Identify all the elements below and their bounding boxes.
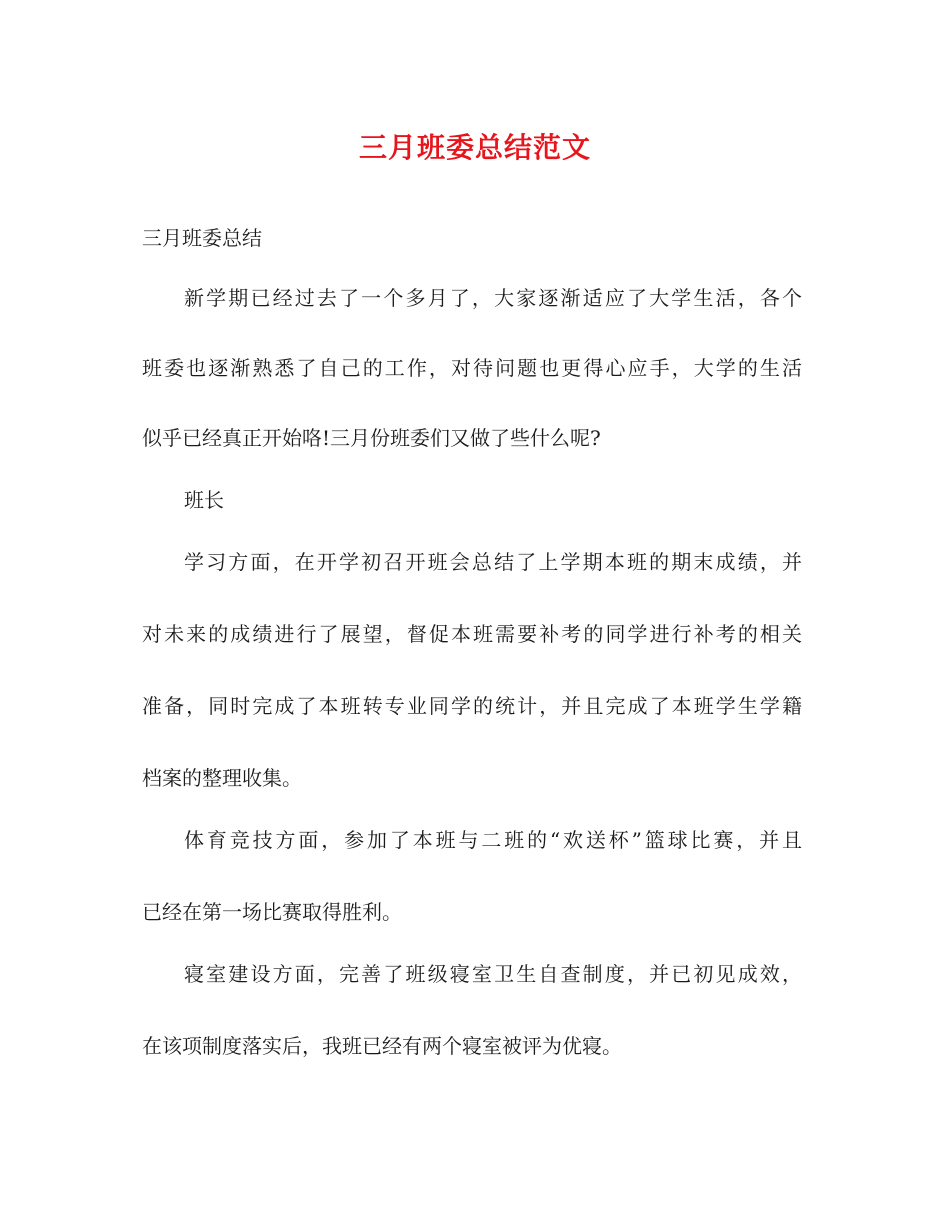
document-title: 三月班委总结范文 bbox=[358, 131, 591, 164]
section-heading-monitor: 班长 bbox=[184, 488, 224, 512]
paragraph-2-line-3: 准备，同时完成了本班转专业同学的统计，并且完成了本班学生学籍 bbox=[142, 694, 802, 718]
paragraph-2-line-1: 学习方面，在开学初召开班会总结了上学期本班的期末成绩，并 bbox=[184, 550, 802, 574]
paragraph-4-line-1: 寝室建设方面，完善了班级寝室卫生自查制度，并已初见成效， bbox=[184, 962, 802, 986]
paragraph-1-line-3: 似乎已经真正开始咯!三月份班委们又做了些什么呢? bbox=[142, 426, 601, 450]
paragraph-2-line-4: 档案的整理收集。 bbox=[142, 766, 302, 790]
paragraph-1-line-1: 新学期已经过去了一个多月了，大家逐渐适应了大学生活，各个 bbox=[184, 286, 802, 310]
paragraph-2-line-2: 对未来的成绩进行了展望，督促本班需要补考的同学进行补考的相关 bbox=[142, 622, 802, 646]
paragraph-3-line-1: 体育竞技方面，参加了本班与二班的“欢送杯”篮球比赛，并且 bbox=[184, 828, 802, 852]
document-subtitle: 三月班委总结 bbox=[142, 226, 262, 250]
paragraph-3-line-2: 已经在第一场比赛取得胜利。 bbox=[142, 900, 402, 924]
paragraph-4-line-2: 在该项制度落实后，我班已经有两个寝室被评为优寝。 bbox=[142, 1034, 622, 1058]
paragraph-1-line-2: 班委也逐渐熟悉了自己的工作，对待问题也更得心应手，大学的生活 bbox=[142, 356, 802, 380]
